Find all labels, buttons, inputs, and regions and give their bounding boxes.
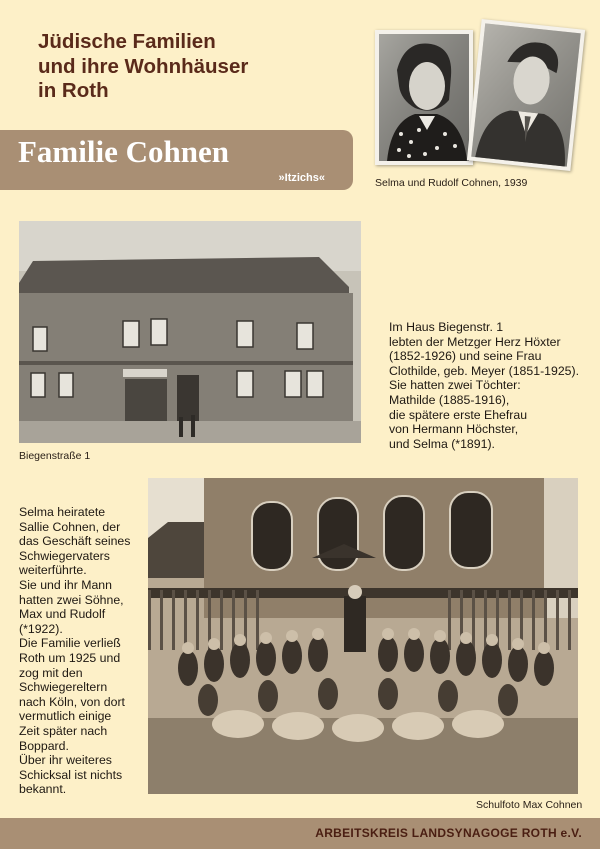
story-line: hatten zwei Söhne, <box>19 592 124 607</box>
house-description-line: von Hermann Höchster, <box>389 422 519 437</box>
story-line: nach Köln, von dort <box>19 694 125 709</box>
story-line: Sallie Cohnen, der <box>19 519 121 534</box>
school-photo <box>148 478 578 794</box>
story-line: (*1922). <box>19 621 63 636</box>
portrait-rudolf <box>467 19 585 171</box>
story-line: Roth um 1925 und <box>19 650 121 665</box>
school-photo-caption: Schulfoto Max Cohnen <box>476 799 583 811</box>
house-photo-caption: Biegenstraße 1 <box>19 450 91 462</box>
story-line: das Geschäft seines <box>19 534 131 549</box>
heading-line-1: Jüdische Familien <box>38 30 216 53</box>
story-line: Schwiegervaters <box>19 548 110 563</box>
story-line: Schwiegereltern <box>19 680 108 695</box>
story-line: vermutlich einige <box>19 709 112 724</box>
story-line: Sie und ihr Mann <box>19 577 112 592</box>
footer-band <box>0 818 600 849</box>
family-title: Familie Cohnen <box>18 134 229 169</box>
story-line: Über ihr weiteres <box>19 753 112 768</box>
house-description-line: Im Haus Biegenstr. 1 <box>389 320 504 334</box>
story-text <box>19 505 130 797</box>
heading-line-3: in Roth <box>38 79 109 102</box>
story-line: Die Familie verließ <box>19 636 121 651</box>
portraits-caption: Selma und Rudolf Cohnen, 1939 <box>375 177 528 189</box>
house-description-line: Clothilde, geb. Meyer (1851-1925). <box>389 363 580 378</box>
story-line: Boppard. <box>19 738 69 753</box>
house-description-line: lebten der Metzger Herz Höxter <box>389 334 561 349</box>
heading-line-2: und ihre Wohnhäuser <box>38 54 249 78</box>
house-description-line: Mathilde (1885-1916), <box>389 392 510 407</box>
story-line: Schicksal ist nichts <box>19 767 123 782</box>
page-heading <box>38 30 248 104</box>
house-description-line: die spätere erste Ehefrau <box>389 407 528 422</box>
house-photo <box>19 221 361 443</box>
family-nickname: »Itzichs« <box>278 172 325 184</box>
story-line: Max und Rudolf <box>19 607 106 622</box>
portrait-selma <box>375 30 473 165</box>
story-line: zog mit den <box>19 665 83 680</box>
story-line: Zeit später nach <box>19 723 108 738</box>
family-title-band <box>0 130 353 190</box>
house-description-line: Sie hatten zwei Töchter: <box>389 378 521 393</box>
story-line: Selma heiratete <box>19 505 106 519</box>
house-description <box>389 320 579 451</box>
footer-organization: ARBEITSKREIS LANDSYNAGOGE ROTH e.V. <box>315 826 582 840</box>
story-line: weiterführte. <box>19 563 87 578</box>
story-line: bekannt. <box>19 782 67 797</box>
house-description-line: und Selma (*1891). <box>389 436 495 451</box>
house-description-line: (1852-1926) und seine Frau <box>389 349 542 364</box>
